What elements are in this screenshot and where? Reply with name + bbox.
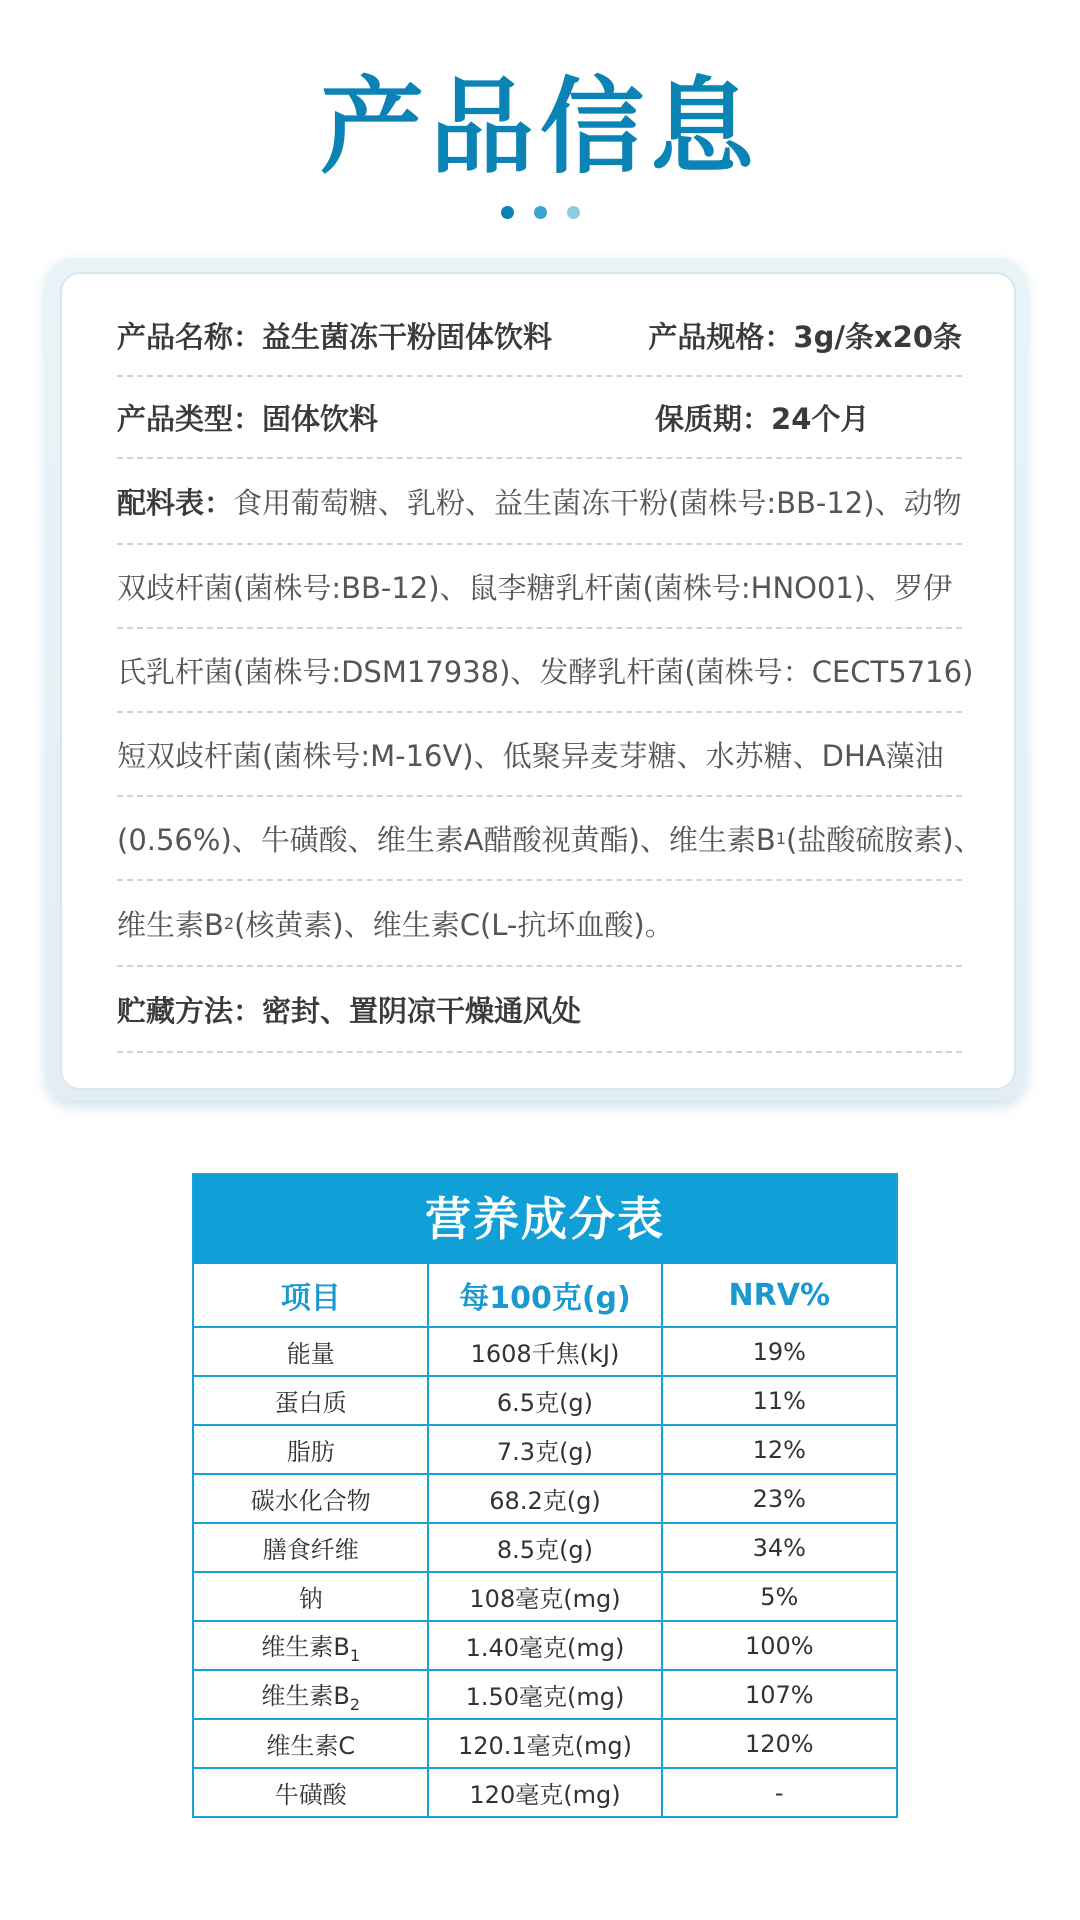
nutrition-row (194, 1572, 896, 1621)
nutrition-amount: 120毫克(mg) (428, 1768, 661, 1816)
nutrition-amount: 1608千焦(kJ) (428, 1327, 661, 1376)
nutrition-item (194, 1719, 428, 1768)
nutrition-item-subscript: 2 (349, 1694, 361, 1714)
shelf-life-label: 保质期： (655, 401, 772, 436)
nutrition-amount: 6.5克(g) (428, 1376, 661, 1425)
ingredients-text-3: 氏乳杆菌(菌株号:DSM17938)、发酵乳杆菌(菌株号：CECT5716) (117, 654, 974, 689)
nutrition-item-label: 维生素C (266, 1732, 356, 1760)
nutrition-header-row (194, 1264, 896, 1327)
nutrition-item (194, 1523, 428, 1572)
nutrition-item (194, 1474, 428, 1523)
product-name (117, 315, 648, 356)
nutrition-row (194, 1670, 896, 1719)
ingredients-line-4 (117, 713, 962, 797)
nutrition-row (194, 1621, 896, 1670)
nutrition-item-label: 脂肪 (286, 1438, 335, 1466)
info-row-type-shelf (117, 377, 962, 459)
product-spec-value: 3g/条x20条 (793, 319, 962, 354)
nutrition-table-title: 营养成分表 (194, 1175, 896, 1264)
dot-2 (534, 206, 547, 219)
nutrition-table (192, 1173, 898, 1818)
product-spec (648, 315, 962, 356)
nutrition-nrv: 12% (662, 1425, 896, 1474)
ingredients-text-6b: (核黄素)、维生素C(L-抗坏血酸)。 (234, 907, 674, 942)
nutrition-row (194, 1523, 896, 1572)
nutrition-item (194, 1376, 428, 1425)
nutrition-nrv: - (662, 1768, 896, 1816)
nutrition-item (194, 1572, 428, 1621)
info-row-name-spec (117, 295, 962, 377)
nutrition-nrv: 34% (662, 1523, 896, 1572)
ingredients-text-5b: (盐酸硫胺素)、 (786, 822, 983, 857)
nutrition-item-label: 维生素B (261, 1632, 350, 1661)
nutrition-grid (194, 1264, 896, 1816)
nutrition-item (194, 1768, 428, 1816)
nutrition-row (194, 1719, 896, 1768)
nutrition-amount: 1.50毫克(mg) (428, 1670, 661, 1719)
nutrition-item-label: 蛋白质 (274, 1389, 347, 1417)
nutrition-row (194, 1327, 896, 1376)
nutrition-item (194, 1670, 428, 1719)
nutrition-amount: 68.2克(g) (428, 1474, 661, 1523)
shelf-life-value: 24个月 (771, 401, 870, 436)
product-type-label: 产品类型： (117, 401, 263, 436)
nutrition-row (194, 1474, 896, 1523)
nutrition-row (194, 1768, 896, 1816)
nutrition-item-label: 碳水化合物 (250, 1487, 371, 1515)
product-type-value: 固体饮料 (262, 401, 379, 436)
product-info-list (117, 295, 983, 1053)
nutrition-nrv: 120% (662, 1719, 896, 1768)
nutrition-item (194, 1621, 428, 1670)
nutrition-amount: 7.3克(g) (428, 1425, 661, 1474)
nutrition-item (194, 1425, 428, 1474)
product-spec-label: 产品规格： (648, 319, 794, 354)
info-row-storage (117, 967, 962, 1053)
ingredients-line-6 (117, 881, 962, 967)
nutrition-row (194, 1425, 896, 1474)
product-type (117, 397, 655, 438)
storage-label: 贮藏方法： (117, 993, 263, 1028)
ingredients-text-1: 食用葡萄糖、乳粉、益生菌冻干粉(菌株号:BB-12)、动物 (233, 485, 962, 520)
nutrition-nrv: 19% (662, 1327, 896, 1376)
header-per-100g: 每100克(g) (428, 1264, 661, 1327)
storage-value: 密封、置阴凉干燥通风处 (262, 993, 582, 1028)
dot-1 (501, 206, 514, 219)
ingredients-line-1 (117, 459, 962, 545)
header-nrv: NRV% (662, 1264, 896, 1327)
header-item: 项目 (194, 1264, 428, 1327)
nutrition-amount: 120.1毫克(mg) (428, 1719, 661, 1768)
ingredients-line-5 (117, 797, 983, 881)
nutrition-item-label: 钠 (298, 1585, 323, 1613)
nutrition-nrv: 23% (662, 1474, 896, 1523)
nutrition-row (194, 1376, 896, 1425)
nutrition-nrv: 5% (662, 1572, 896, 1621)
ingredients-line-2 (117, 545, 962, 629)
decorative-dots (0, 204, 1080, 223)
ingredients-text-2: 双歧杆菌(菌株号:BB-12)、鼠李糖乳杆菌(菌株号:HNO01)、罗伊 (117, 570, 953, 605)
ingredients-text-5a: (0.56%)、牛磺酸、维生素A醋酸视黄酯)、维生素B (117, 822, 776, 857)
ingredients-text-4: 短双歧杆菌(菌株号:M-16V)、低聚异麦芽糖、水苏糖、DHA藻油 (117, 738, 944, 773)
nutrition-amount: 108毫克(mg) (428, 1572, 661, 1621)
nutrition-nrv: 11% (662, 1376, 896, 1425)
ingredients-label: 配料表： (117, 485, 234, 520)
nutrition-nrv: 100% (662, 1621, 896, 1670)
shelf-life (655, 397, 869, 438)
nutrition-item-label: 能量 (286, 1340, 335, 1368)
product-name-label: 产品名称： (117, 319, 263, 354)
nutrition-item-subscript: 1 (349, 1645, 361, 1665)
ingredients-sub-6: 2 (223, 913, 235, 933)
nutrition-item-label: 膳食纤维 (262, 1536, 359, 1564)
ingredients-line-3 (117, 629, 974, 713)
ingredients-text-6a: 维生素B (117, 907, 224, 942)
nutrition-amount: 1.40毫克(mg) (428, 1621, 661, 1670)
nutrition-item-label: 维生素B (261, 1681, 350, 1710)
ingredients-sub-5: 1 (775, 828, 786, 848)
nutrition-nrv: 107% (662, 1670, 896, 1719)
page-title: 产品信息 (319, 66, 760, 188)
nutrition-item-label: 牛磺酸 (274, 1781, 347, 1809)
nutrition-amount: 8.5克(g) (428, 1523, 661, 1572)
nutrition-item (194, 1327, 428, 1376)
dot-3 (567, 206, 580, 219)
product-name-value: 益生菌冻干粉固体饮料 (262, 319, 553, 354)
